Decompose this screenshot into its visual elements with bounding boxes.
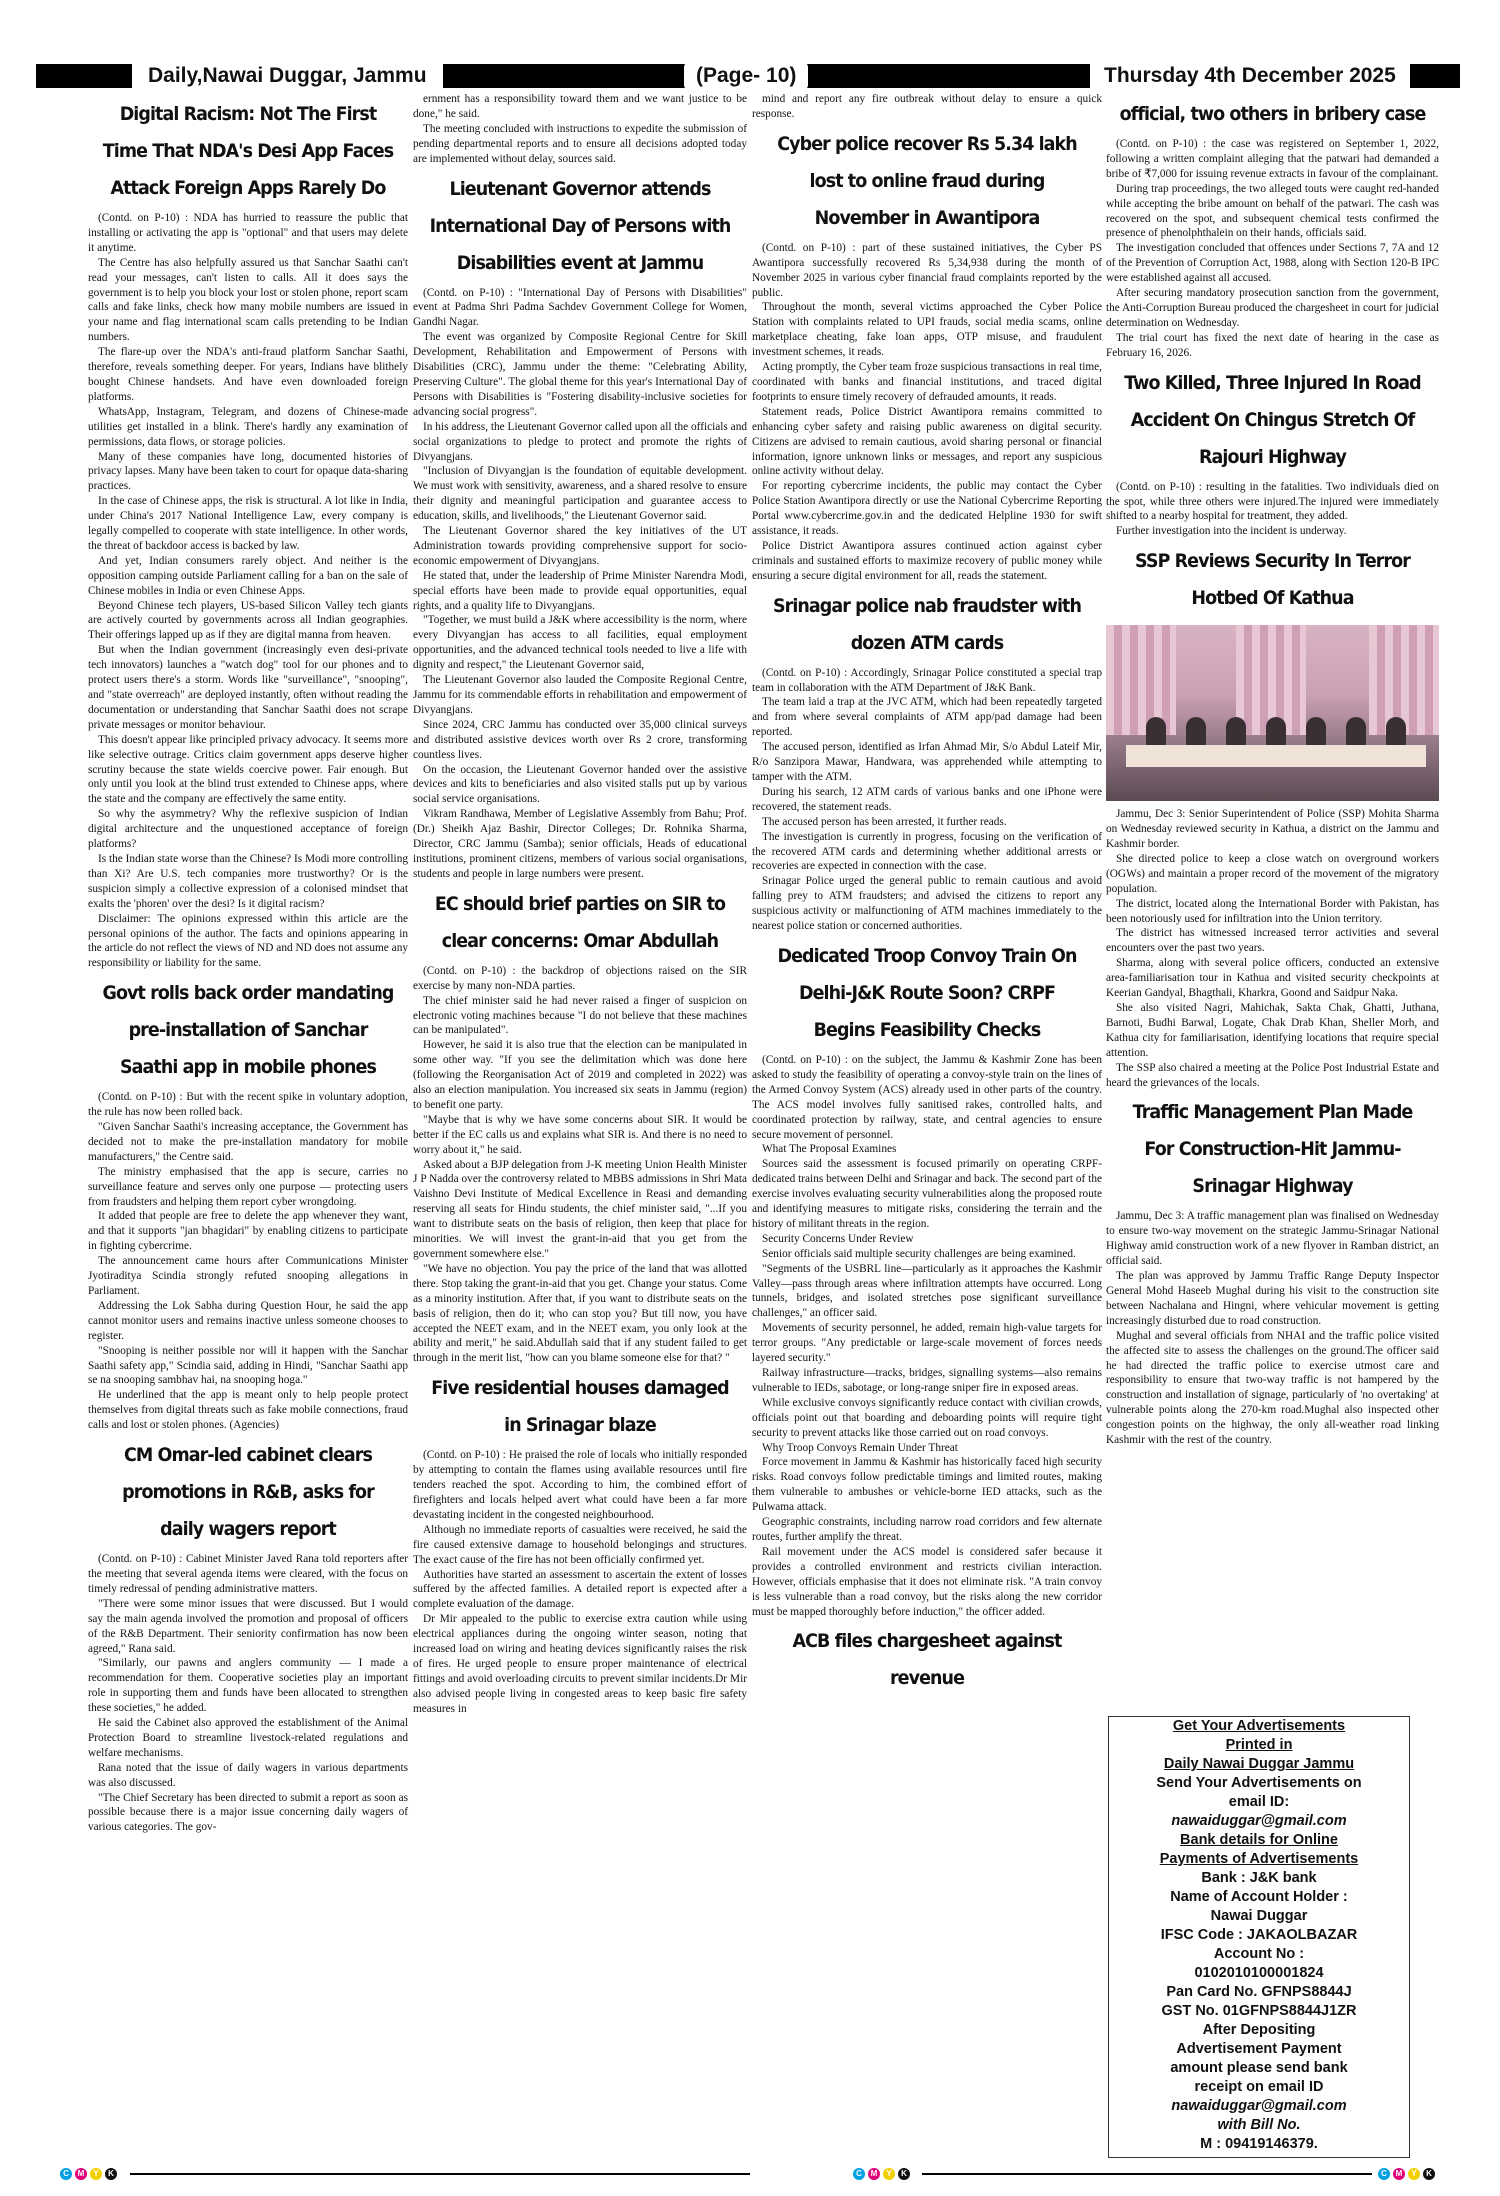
paragraph: (Contd. on P-10) : on the subject, the Jammu & Kashmir Zone has been asked to study the feasibility of operating a convoy-style train on the lines of the Armed Convoy System (ACS) already used in other parts of the country. The ACS model involves fully sanitised rakes, controlled halts, and coordinated protection by railway, state, and central agencies to ensure secure movement of personnel.	[752, 1053, 1102, 1141]
paragraph: "The Chief Secretary has been directed to submit a report as soon as possible because there is a major issue concerning daily wagers of various categories. The gov-	[88, 1791, 408, 1834]
headline-traffic-plan: Traffic Management Plan Made For Construction-Hit Jammu-Srinagar Highway	[1132, 1101, 1413, 1198]
paragraph: Further investigation into the incident is underway.	[1116, 525, 1347, 538]
paragraph: The investigation is currently in progress, focusing on the verification of the recovered ATM cards and determining whether additional arrests or recoveries are expected in connection with the case.	[752, 830, 1102, 873]
paragraph: Movements of security personnel, he added, remain high-value targets for terror groups. "Any predictable or large-scale movement of forces needs layered security."	[752, 1322, 1102, 1365]
paragraph: "Segments of the USBRL line—particularly as it approaches the Kashmir Valley—pass through areas where infiltration attempts have occurred. Long tunnels, bridges, and isolated stretches pose significant surveillance challenges," an officer said.	[752, 1262, 1102, 1320]
headline-sanchar-saathi: Govt rolls back order mandating pre-installation of Sanchar Saathi app in mobile phones	[102, 982, 394, 1079]
paragraph: Acting promptly, the Cyber team froze suspicious transactions in real time, coordinated with banks and financial institutions, and traced digital footprints to ensure timely recovery of defrauded amounts, it reads.	[752, 361, 1102, 403]
paragraph: Dr Mir appealed to the public to exercise extra caution while using electrical appliances during the ongoing winter season, noting that increased load on wiring and heating devices significantly raises the risk of fires. He urged people to ensure proper maintenance of electrical fittings and avoid overloading circuits to prevent similar incidents.Dr Mir also advised people living in congested areas to keep basic fire safety measures in	[413, 1613, 747, 1715]
headline-digital-racism: Digital Racism: Not The First Time That NDA's Desi App Faces Attack Foreign Apps Rarely Do	[102, 103, 394, 199]
paragraph: The trial court has fixed the next date of hearing in the case as February 16, 2026.	[1106, 331, 1439, 359]
cmyk-m: M	[1393, 2168, 1405, 2180]
paragraph: "Similarly, our pawns and anglers community — I made a recommendation for them. Cooperative societies play an important role in supporting them and funds have been allocated to strengthen these societies," he added.	[88, 1657, 408, 1715]
paragraph: Rana noted that the issue of daily wagers in various departments was also discussed.	[88, 1761, 408, 1789]
footer-registration	[60, 2168, 1440, 2180]
headline-ssp-security: SSP Reviews Security In Terror Hotbed Of Kathua	[1135, 550, 1410, 610]
paragraph: Although no immediate reports of casualties were received, he said the fire caused extensive damage to household belongings and structures. The exact cause of the fire has not been officially confirmed yet.	[413, 1523, 747, 1566]
footer-rule	[130, 2173, 750, 2175]
paragraph: On the occasion, the Lieutenant Governor handed over the assistive devices and kits to beneficiaries and also visited stalls put up by various social service organisations.	[413, 763, 747, 806]
cmyk-c: C	[60, 2168, 72, 2180]
ad-line: 0102010100001824	[1194, 1965, 1324, 1981]
cmyk-k: K	[105, 2168, 117, 2180]
headline-ec-sir-omar: EC should brief parties on SIR to clear concerns: Omar Abdullah	[434, 892, 726, 952]
ad-line: Pan Card No. GFNPS8844J	[1166, 1984, 1352, 2000]
paragraph: Addressing the Lok Sabha during Question Hour, he said the app cannot monitor users and remains inactive unless someone chooses to register.	[88, 1299, 408, 1342]
article-lg-disabilities-day	[413, 286, 747, 882]
cmyk-c: C	[1378, 2168, 1390, 2180]
paragraph: WhatsApp, Instagram, Telegram, and dozens of Chinese-made utilities get installed in a blink. There's hardly any examination of permissions, data flows, or storage policies.	[88, 405, 408, 448]
paragraph: (Contd. on P-10) : But with the recent spike in voluntary adoption, the rule has now been rolled back.	[88, 1091, 408, 1119]
paragraph: He underlined that the app is meant only to help people protect themselves from digital threats such as fake mobile connections, fraud calls and lost or stolen phones. (Agencies)	[88, 1389, 408, 1432]
paragraph: It added that people are free to delete the app whenever they want, and that it supports "jan bhagidari" by enabling citizens to participate in fighting cybercrime.	[88, 1210, 408, 1253]
news-photo	[1106, 625, 1439, 801]
cmyk-y: Y	[1408, 2168, 1420, 2180]
article-atm-fraudster	[752, 666, 1102, 934]
paragraph: "There were some minor issues that were discussed. But I would say the main agenda involved the promotion and proposal of officers of the R&B Department. Their seniority confirmation has now been agreed," Rana said.	[88, 1597, 408, 1655]
headline-lg-disabilities-day: Lieutenant Governor attends International Day of Persons with Disabilities event at Jammu	[429, 177, 731, 274]
paragraph: (Contd. on P-10) : "International Day of Persons with Disabilities" event at Padma Shri Padma Sachdev Government College for Women, Gandhi Nagar.	[413, 286, 747, 329]
ad-email[interactable]: nawaiduggar@gmail.com	[1171, 2098, 1347, 2114]
masthead-date: Thursday 4th December 2025	[1090, 62, 1410, 90]
paragraph: Why Troop Convoys Remain Under Threat	[762, 1441, 958, 1454]
cmyk-y: Y	[883, 2168, 895, 2180]
ad-line: Payments of Advertisements	[1159, 1851, 1359, 1867]
paragraph: The chief minister said he had never raised a finger of suspicion on electronic voting machines because "I do not believe that these machines can be manipulated".	[413, 994, 747, 1037]
article-cabinet-promotions	[88, 1552, 408, 1835]
paragraph: He said the Cabinet also approved the establishment of the Animal Protection Board to streamline livestock-related regulations and welfare mechanisms.	[88, 1717, 408, 1759]
ad-line: Get Your Advertisements	[1172, 1718, 1346, 1734]
ad-email[interactable]: nawaiduggar@gmail.com	[1171, 1813, 1347, 1829]
paragraph: Senior officials said multiple security challenges are being examined.	[762, 1247, 1076, 1260]
paragraph: Srinagar Police urged the general public to remain cautious and avoid falling prey to ATM fraudsters; and advised the citizens to report any suspicious activity or malfunctioning of ATM machines immediately to the nearest police station or concerned authorities.	[752, 875, 1102, 933]
paragraph: In his address, the Lieutenant Governor called upon all the officials and social organizations to pledge to protect and promote the rights of Divyangjans.	[413, 420, 747, 463]
paragraph: After securing mandatory prosecution sanction from the government, the Anti-Corruption Bureau produced the chargesheet in court for judicial determination on Wednesday.	[1106, 287, 1439, 329]
paragraph: Is the Indian state worse than the Chinese? Is Modi more controlling than Xi? Are U.S. tech companies more trustworthy? Or is the suspicion simply a collective expression of a colonised mindset that exalts the 'phoren' over the desi? Is it digital racism?	[88, 852, 408, 910]
paragraph: She also visited Nagri, Mahichak, Sakta Chak, Ghatti, Juthana, Barnoti, Budhi Barwal, Logate, Chak Drab Khan, Sheller Morh, and Kathua city for familiarisation, identifying locations that require special attention.	[1106, 1002, 1439, 1059]
paragraph: He stated that, under the leadership of Prime Minister Narendra Modi, special efforts have been made to provide equal opportunities, equal rights, and a quality life to Divyangjans.	[413, 569, 747, 612]
paragraph: Beyond Chinese tech players, US-based Silicon Valley tech giants are actively courted by governments across all Indian geographies. Their offerings lapped up as if they are digital manna from heaven.	[88, 599, 408, 642]
paragraph: The meeting concluded with instructions to expedite the submission of pending departmental reports and to ensure all decisions adopted today are implemented without delay, sources said.	[413, 122, 747, 165]
paragraph: Throughout the month, several victims approached the Cyber Police Station with complaints related to UPI frauds, social media scams, online marketplace cheating, fake loan apps, OTP misuse, and fraudulent investment schemes, it reads.	[752, 301, 1102, 359]
cmyk-k: K	[1423, 2168, 1435, 2180]
paragraph: Statement reads, Police District Awantipora remains committed to enhancing cyber safety and raising public awareness on digital security. Citizens are advised to remain cautious, avoid sharing personal or financial information, ignore unknown links or messages, and report any suspicious online activity without delay.	[752, 405, 1102, 478]
ad-line: Nawai Duggar	[1210, 1908, 1308, 1924]
paragraph: Security Concerns Under Review	[762, 1232, 914, 1245]
paragraph: "Inclusion of Divyangjan is the foundation of equitable development. We must work with sensitivity, awareness, and a shared resolve to ensure their dignity and meaningful participation and guarantee access to education, skills, and livelihoods," the Lieutenant Governor said.	[413, 465, 747, 523]
ad-line: Name of Account Holder :	[1170, 1889, 1348, 1905]
paragraph: Jammu, Dec 3: A traffic management plan was finalised on Wednesday to ensure two-way movement on the strategic Jammu-Srinagar National Highway amid construction work of a new flyover in Ramban district, an official said.	[1106, 1210, 1439, 1268]
paragraph: Vikram Randhawa, Member of Legislative Assembly from Bahu; Prof. (Dr.) Sheikh Ajaz Bashir, Director Colleges; Dr. Rohnika Sharma, Director, CRC Jammu (Samba); senior officials, Heads of educational institutions, prominent citizens, members of various social organisations, students and people in large numbers were present.	[413, 808, 747, 880]
ad-line: After Depositing	[1202, 2022, 1316, 2038]
paragraph: The plan was approved by Jammu Traffic Range Deputy Inspector General Mohd Haseeb Mughal during his visit to the construction site between Nachalana and Hingni, where vehicular movement is getting increasingly disturbed due to road construction.	[1106, 1270, 1439, 1327]
paragraph: The event was organized by Composite Regional Centre for Skill Development, Rehabilitation and Empowerment of Persons with Disabilities (CRC), Jammu under the theme: "Celebrating Ability, Preserving Culture". The global theme for this year's International Day of Persons with Disabilities is "Fostering disability-inclusive societies for advancing social progress".	[413, 331, 747, 418]
paragraph: The district has witnessed increased terror activities and several encounters over the past two years.	[1106, 927, 1439, 955]
paragraph: The accused person, identified as Irfan Ahmad Mir, S/o Abdul Lateif Mir, R/o Sanzipora Mawar, Handwara, was apprehended while attempting to tamper with the ATM.	[752, 741, 1102, 783]
ad-phone: M : 09419146379.	[1200, 2136, 1318, 2152]
paragraph: The announcement came hours after Communications Minister Jyotiraditya Scindia strongly refuted snooping allegations in Parliament.	[88, 1255, 408, 1297]
paragraph: Many of these companies have long, documented histories of privacy lapses. Many have been taken to court for opaque data-sharing practices.	[88, 450, 408, 493]
paragraph: For reporting cybercrime incidents, the public may contact the Cyber Police Station Awantipora directly or use the National Cybercrime Reporting Portal www.cybercrime.gov.in and the dedicated Helpline 1930 for swift assistance, it reads.	[752, 480, 1102, 538]
headline-cabinet-promotions: CM Omar-led cabinet clears promotions in R&B, asks for daily wagers report	[122, 1444, 374, 1541]
paragraph: Railway infrastructure—tracks, bridges, signalling systems—also remains vulnerable to IEDs, sabotage, or long-range sniper fire in exposed areas.	[752, 1367, 1102, 1394]
paragraph: The Lieutenant Governor also lauded the Composite Regional Centre, Jammu for its commendable efforts in rehabilitation and empowerment of Divyangjans.	[413, 674, 747, 716]
paragraph: The flare-up over the NDA's anti-fraud platform Sanchar Saathi, therefore, reveals something deeper. For years, Indians have blithely bought Chinese handsets. And have even downloaded foreign platforms.	[88, 346, 408, 403]
paragraph: Asked about a BJP delegation from J-K meeting Union Health Minister J P Nadda over the controversy related to MBBS admissions in Shri Mata Vaishno Devi Institute of Medical Excellence in Reasi and demanding reserving all seats for Hindu students, the chief minister said, "...If you want to distribute seats on the basis of religion, then keep that place for minorities. We will invest the grant-in-aid that you get from the government somewhere else."	[413, 1158, 747, 1260]
ad-line: amount please send bank	[1170, 2060, 1348, 2076]
paragraph: (Contd. on P-10) : the case was registered on September 1, 2022, following a written complaint alleging that the patwari had demanded a bribe of ₹7,000 for issuing revenue extracts in favour of the complainant.	[1106, 138, 1439, 180]
paragraph: She directed police to keep a close watch on overground workers (OGWs) and maintain a proper record of the movement of the migratory population.	[1106, 852, 1439, 895]
column-1	[88, 92, 408, 1835]
ad-line: with Bill No.	[1217, 2117, 1301, 2133]
ad-line: IFSC Code : JAKAOLBAZAR	[1160, 1927, 1358, 1943]
ad-line: GST No. 01GFNPS8844J1ZR	[1161, 2003, 1357, 2019]
paragraph: Since 2024, CRC Jammu has conducted over 35,000 clinical surveys and distributed assistive devices worth over Rs 2 crore, transforming countless lives.	[413, 718, 747, 761]
paragraph: Disclaimer: The opinions expressed within this article are the personal opinions of the author. The facts and opinions appearing in the article do not reflect the views of ND and ND does not assume any responsibility or liability for the same.	[88, 912, 408, 970]
paragraph: Sources said the assessment is focused primarily on operating CRPF-dedicated trains between Delhi and Srinagar and back. The second part of the exercise involves evaluating security vulnerabilities along the proposed route and identifying measures to mitigate risks, considering the terrain and the history of militant threats in the region.	[752, 1158, 1102, 1230]
paragraph: The ministry emphasised that the app is secure, carries no surveillance feature and serves only one purpose — protecting users from fraudsters and helping them report cyber wrongdoing.	[88, 1165, 408, 1208]
ad-line: Bank : J&K bank	[1201, 1870, 1317, 1886]
paragraph: Sharma, along with several police officers, conducted an extensive area-familiarisation tour in Kathua and visited security checkpoints at Keerian Gandyal, Bhagthali, Kharkra, Goond and Saidpur Naka.	[1106, 957, 1439, 1000]
paragraph: However, he said it is also true that the election can be manipulated in some other way. "If you see the delimitation which was done here (following the Reorganisation Act of 2019 and completed in 2022) was also an election manipulation. You increased six seats in Jammu (region) to benefit one party.	[413, 1039, 747, 1111]
paragraph: But when the Indian government (increasingly even desi-private tech innovators) launches a "watch dog" tool for our phones and to protect users there's a storm. Words like "surveillance", "snooping", and "state overreach" are deployed instantly, often without reading the documentation or understanding that Sanchar Saathi does not scrape private messages or monitor behaviour.	[88, 644, 408, 731]
paragraph: (Contd. on P-10) : NDA has hurried to reassure the public that installing or activating the app is "optional" and that users may delete it anytime.	[88, 212, 408, 254]
cmyk-c: C	[853, 2168, 865, 2180]
column-2	[413, 92, 747, 1717]
paragraph: What The Proposal Examines	[762, 1143, 897, 1156]
paragraph: Rail movement under the ACS model is considered safer because it provides a controlled environment and restricts civilian interaction. However, officials emphasise that it does not eliminate risk. "A train convoy is less vulnerable than a road convoy, but the risks along the new corridor must be mapped thoroughly before induction," the officer added.	[752, 1545, 1102, 1618]
article-traffic-plan	[1106, 1209, 1439, 1448]
ad-line: Bank details for Online	[1180, 1832, 1338, 1848]
cmyk-m: M	[75, 2168, 87, 2180]
article-sanchar-saathi	[88, 1090, 408, 1433]
paragraph: And yet, Indian consumers rarely object. And neither is the opposition camping outside Parliament calling for a ban on the sale of Chinese mobiles in India or even Chinese Apps.	[88, 554, 408, 597]
paragraph: In the case of Chinese apps, the risk is structural. A lot like in India, under China's 2017 National Intelligence Law, every company is legally compelled to cooperate with state intelligence. In other words, the threat of backdoor access is backed by law.	[88, 495, 408, 552]
article-continuation	[413, 92, 747, 167]
ad-line: receipt on email ID	[1194, 2079, 1324, 2095]
article-ec-sir-omar	[413, 964, 747, 1366]
headline-bribery-case: official, two others in bribery case	[1119, 103, 1426, 125]
paragraph: Mughal and several officials from NHAI and the traffic police visited the affected site to assess the challenges on the ground.The officer said he had directed the traffic police to exercise utmost care and responsibility to ensure that two-way traffic is not hampered by the construction and installation of signage, particularly of 'no overtaking' at vulnerable points along the 270-km road.Mughal also inspected other congestion points on the highway, the only all-weather road linking Kashmir with the rest of the country.	[1106, 1329, 1439, 1447]
ad-line: Printed in	[1225, 1737, 1293, 1753]
cmyk-m: M	[868, 2168, 880, 2180]
paragraph: The SSP also chaired a meeting at the Police Post Industrial Estate and heard the grievances of the locals.	[1106, 1061, 1439, 1089]
paragraph: (Contd. on P-10) : Cabinet Minister Javed Rana told reporters after the meeting that several agenda items were cleared, with the focus on timely redressal of pending administrative matters.	[88, 1553, 408, 1595]
paragraph: ernment has a responsibility toward them and we want justice to be done," he said.	[413, 93, 747, 120]
headline-troop-convoy-train: Dedicated Troop Convoy Train On Delhi-J&K Route Soon? CRPF Begins Feasibility Checks	[777, 944, 1077, 1041]
cmyk-y: Y	[90, 2168, 102, 2180]
paragraph: The investigation concluded that offences under Sections 7, 7A and 12 of the Prevention of Corruption Act, 1988, along with Section 120-B IPC were established against all accused.	[1106, 242, 1439, 285]
paragraph: The district, located along the International Border with Pakistan, has been notoriously used for infiltration into the Union territory.	[1106, 897, 1439, 925]
cmyk-k: K	[898, 2168, 910, 2180]
article-srinagar-blaze	[413, 1448, 747, 1716]
paragraph: The accused person has been arrested, it further reads.	[762, 815, 1007, 828]
ad-line: Account No :	[1213, 1946, 1305, 1962]
paragraph: While exclusive convoys significantly reduce contact with civilian crowds, officials point out that boarding and deboarding points will require tight security to prevent attacks like those carried out on road convoys.	[752, 1396, 1102, 1439]
article-digital-racism	[88, 211, 408, 971]
article-cyber-police	[752, 241, 1102, 584]
paragraph: Geographic constraints, including narrow road corridors and few alternate routes, further amplify the threat.	[752, 1516, 1102, 1543]
headline-acb-chargesheet: ACB files chargesheet against revenue	[792, 1630, 1062, 1690]
ad-line: Daily Nawai Duggar Jammu	[1163, 1756, 1355, 1772]
article-ssp-security	[1106, 807, 1439, 1090]
paragraph: This doesn't appear like principled privacy advocacy. It seems more like selective outrage. Critics claim government apps deserve higher scrutiny because the state wields coercive power. Fair enough. But only until you look at the blind trust extended to Chinese apps, where the state and the company are effectively the same entity.	[88, 733, 408, 806]
article-road-accident	[1106, 480, 1439, 540]
paragraph: (Contd. on P-10) : the backdrop of objections raised on the SIR exercise by many non-NDA parties.	[413, 964, 747, 992]
paragraph: (Contd. on P-10) : resulting in the fatalities. Two individuals died on the spot, while three others were injured.The injured were immediately shifted to a nearby hospital for treatment, they added.	[1106, 480, 1439, 523]
ad-line: Advertisement Payment	[1176, 2041, 1342, 2057]
column-4	[1106, 92, 1439, 1448]
advertisement-box	[1108, 1716, 1410, 2158]
paragraph: "Maybe that is why we have some concerns about SIR. It would be better if the EC calls us and explains what SIR is. And there is no need to worry about it," he said.	[413, 1113, 747, 1156]
ad-line: email ID:	[1228, 1794, 1290, 1810]
masthead-page-number: (Page- 10)	[684, 62, 808, 90]
masthead-paper-name: Daily,Nawai Duggar, Jammu	[132, 62, 443, 90]
paragraph: mind and report any fire outbreak without delay to ensure a quick response.	[752, 93, 1102, 120]
paragraph: The team laid a trap at the JVC ATM, which had been repeatedly targeted and from where several complaints of ATM app/pad damage had been reported.	[752, 696, 1102, 739]
paragraph: Force movement in Jammu & Kashmir has historically faced high security risks. Road convoys follow predictable timings and limited routes, making them vulnerable to ambushes or vehicle-borne IED attacks, such as the Pulwama attack.	[752, 1456, 1102, 1514]
ad-line: Send Your Advertisements on	[1156, 1775, 1362, 1791]
paragraph: During trap proceedings, the two alleged touts were caught red-handed while accepting the bribe amount on behalf of the patwari. The cash was recovered on the spot, and subsequent chemical tests confirmed the presence of phenolphthalein on their hands, officials said.	[1106, 182, 1439, 240]
paragraph: "We have no objection. You pay the price of the land that was allotted there. Stop taking the grant-in-aid that you get. Change your status. Come as a minority institution. After that, if you want to distribute seats on the basis of religion, then do it; who can stop you? But till now, you have accepted the NEET exam, and in the NEET exam, you only look at the ability and merit," he said.Abdullah said that if any student failed to get through in the merit list, "how can you blame someone else for that? "	[413, 1262, 747, 1365]
paragraph: "Snooping is neither possible nor will it happen with the Sanchar Saathi safety app," Scindia said, adding in Hindi, "Sanchar Saathi app se na snooping sambhav hai, na snooping hoga."	[88, 1344, 408, 1387]
paragraph: (Contd. on P-10) : Accordingly, Srinagar Police constituted a special trap team in collaboration with the ATM Department of J&K Bank.	[752, 666, 1102, 694]
paragraph: Police District Awantipora assures continued action against cyber criminals and sustained efforts to maximize recovery of public money while ensuring a secure digital environment for all, reads the statement.	[752, 539, 1102, 582]
paragraph: The Centre has also helpfully assured us that Sanchar Saathi can't read your messages, can't listen to calls. All it does says the government is to help you block your lost or stolen phone, report scam calls and fake links, check how many mobile numbers are issued in your name and flag international scam calls pretending to be Indian numbers.	[88, 256, 408, 344]
headline-atm-fraudster: Srinagar police nab fraudster with dozen ATM cards	[772, 594, 1082, 654]
article-troop-convoy-train	[752, 1053, 1102, 1619]
paragraph: "Given Sanchar Saathi's increasing acceptance, the Government has decided not to make the pre-installation mandatory for mobile manufacturers," the Centre said.	[88, 1121, 408, 1163]
paragraph: The Lieutenant Governor shared the key initiatives of the UT Administration towards providing comprehensive support for socio-economic empowerment of Divyangjans.	[413, 525, 747, 567]
footer-rule	[922, 2173, 1372, 2175]
headline-cyber-police: Cyber police recover Rs 5.34 lakh lost to online fraud during November in Awantipora	[777, 132, 1077, 229]
paragraph: During his search, 12 ATM cards of various banks and one iPhone were recovered, the statement reads.	[752, 785, 1102, 813]
paragraph: (Contd. on P-10) : part of these sustained initiatives, the Cyber PS Awantipora successfully recovered Rs 5,34,938 during the month of November 2025 in various cyber financial fraud complaints reported by the public.	[752, 241, 1102, 299]
paragraph: "Together, we must build a J&K where accessibility is the norm, where every Divyangjan has access to all facilities, equal employment opportunities, and the advanced technical tools needed to live a life with dignity and respect," the Lieutenant Governor said,	[413, 614, 747, 672]
paragraph: Jammu, Dec 3: Senior Superintendent of Police (SSP) Mohita Sharma on Wednesday reviewed security in Kathua, a district on the Jammu and Kashmir border.	[1106, 808, 1439, 851]
column-3	[752, 92, 1102, 1701]
article-bribery-case	[1106, 137, 1439, 361]
article-continuation	[752, 92, 1102, 122]
paragraph: (Contd. on P-10) : He praised the role of locals who initially responded by attempting to contain the flames using available resources until fire tenders reached the spot. According to him, the combined effort of firefighters and locals helped avert what could have been a far more devastating incident in the congested neighbourhood.	[413, 1449, 747, 1521]
paragraph: So why the asymmetry? Why the reflexive suspicion of Indian digital architecture and the unquestioned acceptance of foreign platforms?	[88, 808, 408, 851]
headline-srinagar-blaze: Five residential houses damaged in Srinagar blaze	[431, 1377, 729, 1437]
paragraph: Authorities have started an assessment to ascertain the extent of losses suffered by the affected families. A detailed report is expected after a complete evaluation of the damage.	[413, 1568, 747, 1611]
masthead	[36, 62, 1460, 90]
headline-road-accident: Two Killed, Three Injured In Road Accident On Chingus Stretch Of Rajouri Highway	[1124, 371, 1421, 468]
